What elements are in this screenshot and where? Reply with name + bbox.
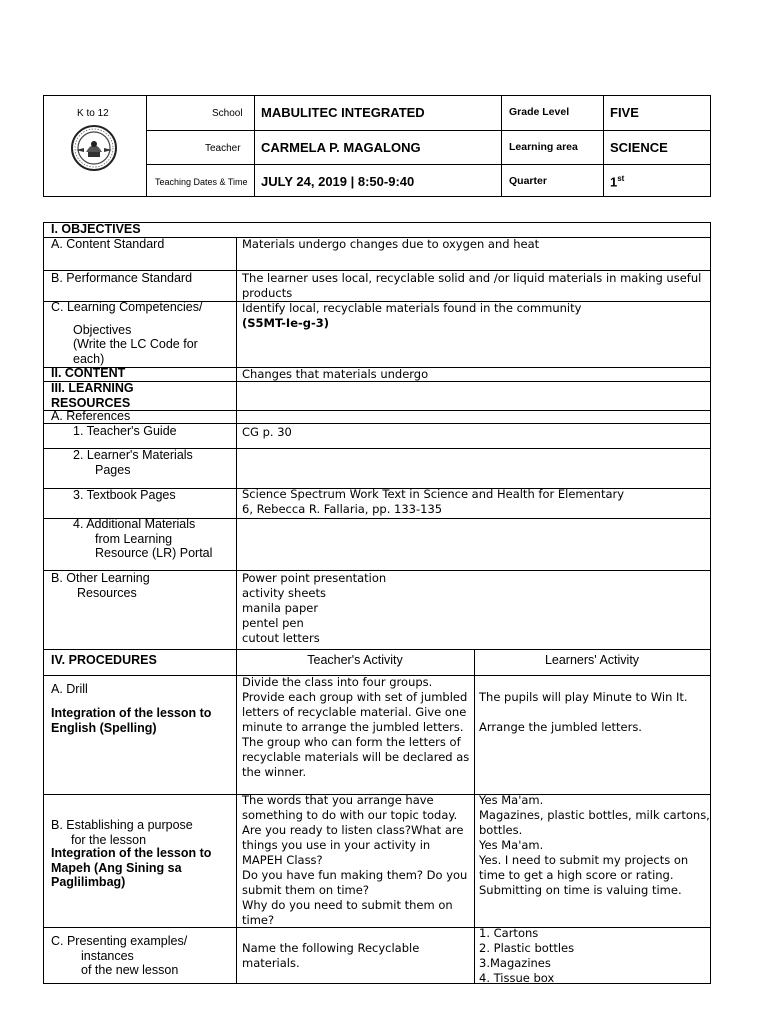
teaching-dates-label: Teaching Dates & Time [155, 177, 248, 187]
drill-label: A. Drill [51, 682, 88, 696]
presenting-examples-teacher-activity: Name the following Recyclable materials. [242, 941, 420, 970]
establishing-purpose-teacher-activity: The words that you arrange have something to do with our topic today. Are you ready to listen class?What are things you use in your activity in MAPEH Class? Do you have fun making them? Do you submit them on time? Why do you need to submit them on time? [242, 793, 468, 927]
list-item: pentel pen [242, 616, 304, 630]
learning-area-value: SCIENCE [610, 140, 668, 155]
textbook-pages-text: Science Spectrum Work Text in Science and Health for Elementary 6, Rebecca R. Fallaria, pp. 133-135 [242, 487, 625, 516]
textbook-pages-label: 3. Textbook Pages [73, 488, 176, 502]
content-standard-text: Materials undergo changes due to oxygen and heat [242, 237, 540, 251]
drill-integration: Integration of the lesson to English (Spelling) [51, 706, 212, 735]
school-value: MABULITEC INTEGRATED [261, 105, 425, 120]
establishing-purpose-learner-activity: Yes Ma'am. Magazines, plastic bottles, milk cartons, bottles. Yes Ma'am. Yes. I need to submit my projects on time to get a high score or rating. Submitting on time is valuing time. [479, 793, 710, 897]
teachers-guide-label: 1. Teacher's Guide [73, 424, 177, 438]
learning-resources-heading: III. LEARNING RESOURCES [51, 381, 134, 410]
teacher-label: Teacher [205, 143, 241, 154]
learning-competencies-text: Identify local, recyclable materials found in the community (S5MT-Ie-g-3) [242, 301, 582, 330]
list-item: 4. Tissue box [479, 971, 555, 985]
presenting-examples-learner-activity [479, 926, 574, 986]
grade-level-label: Grade Level [509, 106, 570, 118]
references-label: A. References [51, 409, 131, 423]
teaching-dates-value: JULY 24, 2019 | 8:50-9:40 [261, 174, 415, 189]
additional-materials-label: 4. Additional Materials from Learning Resource (LR) Portal [73, 517, 213, 560]
performance-standard-label: B. Performance Standard [51, 271, 193, 285]
objectives-heading: I. OBJECTIVES [51, 222, 141, 236]
learning-area-label: Learning area [509, 141, 578, 153]
school-seal-icon [70, 124, 118, 172]
content-standard-label: A. Content Standard [51, 237, 165, 251]
list-item: 1. Cartons [479, 926, 539, 940]
quarter-label: Quarter [509, 175, 547, 187]
establishing-purpose-integration: Integration of the lesson to Mapeh (Ang Sining sa Paglilimbag) [51, 846, 212, 889]
list-item: 3.Magazines [479, 956, 551, 970]
quarter-value: 1st [610, 174, 625, 190]
content-heading: II. CONTENT [51, 366, 126, 380]
performance-standard-text: The learner uses local, recyclable solid and /or liquid materials in making useful products [242, 271, 702, 300]
list-item: Power point presentation [242, 571, 387, 585]
drill-teacher-activity: Divide the class into four groups. Provide each group with set of jumbled letters of recyclable material. Give one minute to arrange the jumbled letters. The group who can form the letters of recyclable materials will be declared as the winner. [242, 675, 470, 779]
teacher-activity-heading: Teacher's Activity [307, 653, 403, 667]
learning-competencies-label: C. Learning Competencies/ Objectives (Write the LC Code for each) [51, 300, 203, 366]
list-item: manila paper [242, 601, 319, 615]
list-item: activity sheets [242, 586, 326, 600]
list-item: 2. Plastic bottles [479, 941, 575, 955]
other-resources-list [242, 571, 386, 646]
teachers-guide-text: CG p. 30 [242, 425, 292, 439]
drill-learner-activity: The pupils will play Minute to Win It. Arrange the jumbled letters. [479, 690, 688, 734]
grade-level-value: FIVE [610, 105, 639, 120]
learners-materials-label: 2. Learner's Materials Pages [73, 448, 193, 477]
establishing-purpose-label: B. Establishing a purpose for the lesson [51, 818, 193, 847]
list-item: cutout letters [242, 631, 320, 645]
presenting-examples-label: C. Presenting examples/ instances of the new lesson [51, 934, 188, 977]
quarter-suffix: st [617, 174, 625, 183]
learner-activity-heading: Learners' Activity [544, 653, 640, 667]
school-label: School [212, 108, 243, 119]
k12-label: K to 12 [77, 108, 109, 119]
procedures-heading: IV. PROCEDURES [51, 653, 157, 667]
other-resources-label: B. Other Learning Resources [51, 571, 150, 600]
content-text: Changes that materials undergo [242, 367, 429, 381]
teacher-value: CARMELA P. MAGALONG [261, 140, 421, 155]
